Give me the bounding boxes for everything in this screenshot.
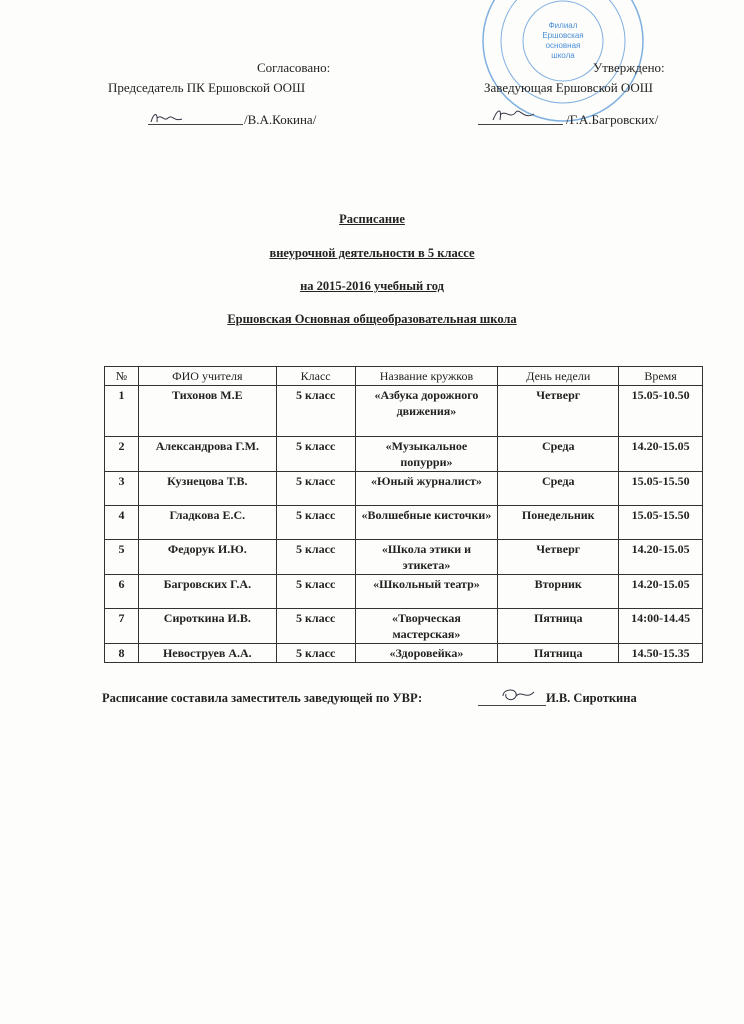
club-name: «Творческая мастерская»: [355, 609, 498, 644]
header-class: Класс: [276, 367, 355, 386]
time-range: 14.20-15.05: [619, 540, 703, 575]
row-number: 3: [105, 472, 139, 506]
approval-left-signer: /В.А.Кокина/: [244, 112, 317, 127]
day-of-week: Среда: [498, 472, 619, 506]
class-name: 5 класс: [276, 575, 355, 609]
row-number: 6: [105, 575, 139, 609]
school-name: Ершовская Основная общеобразовательная школа: [227, 312, 517, 326]
table-row: [105, 575, 703, 609]
svg-text:Ершовская: Ершовская: [542, 31, 584, 40]
doc-subtitle: внеурочной деятельности в 5 классе: [269, 246, 475, 260]
class-name: 5 класс: [276, 609, 355, 644]
class-name: 5 класс: [276, 386, 355, 437]
header-teacher: ФИО учителя: [138, 367, 276, 386]
day-of-week: Четверг: [498, 540, 619, 575]
class-name: 5 класс: [276, 437, 355, 472]
class-name: 5 класс: [276, 472, 355, 506]
table-row: [105, 437, 703, 472]
table-row: [105, 609, 703, 644]
header-day: День недели: [498, 367, 619, 386]
club-name: «Азбука дорожного движения»: [355, 386, 498, 437]
row-number: 7: [105, 609, 139, 644]
teacher-name: Александрова Г.М.: [138, 437, 276, 472]
club-name: «Волшебные кисточки»: [355, 506, 498, 540]
time-range: 14.20-15.05: [619, 575, 703, 609]
time-range: 15.05-15.50: [619, 506, 703, 540]
time-range: 15.05-10.50: [619, 386, 703, 437]
table-row: [105, 472, 703, 506]
approval-right-signer: /Г.А.Багровских/: [566, 112, 659, 127]
signature-line-right: [478, 124, 563, 125]
doc-title: Расписание: [339, 212, 405, 226]
day-of-week: Вторник: [498, 575, 619, 609]
signature-right: [490, 106, 540, 124]
class-name: 5 класс: [276, 540, 355, 575]
teacher-name: Невоструев А.А.: [138, 644, 276, 663]
row-number: 2: [105, 437, 139, 472]
schedule-table: [104, 366, 703, 663]
teacher-name: Тихонов М.Е: [138, 386, 276, 437]
header-number: №: [105, 367, 139, 386]
table-row: [105, 386, 703, 437]
signature-line-footer: [478, 705, 546, 706]
row-number: 5: [105, 540, 139, 575]
club-name: «Школьный театр»: [355, 575, 498, 609]
table-row: [105, 644, 703, 663]
teacher-name: Сироткина И.В.: [138, 609, 276, 644]
header-club: Название кружков: [355, 367, 498, 386]
table-row: [105, 506, 703, 540]
teacher-name: Кузнецова Т.В.: [138, 472, 276, 506]
teacher-name: Гладкова Е.С.: [138, 506, 276, 540]
club-name: «Юный журналист»: [355, 472, 498, 506]
footer-signer: И.В. Сироткина: [546, 691, 637, 705]
row-number: 1: [105, 386, 139, 437]
doc-year: на 2015-2016 учебный год: [300, 279, 444, 293]
row-number: 4: [105, 506, 139, 540]
signature-footer: [498, 686, 538, 704]
header-time: Время: [619, 367, 703, 386]
svg-text:основная: основная: [545, 41, 581, 50]
teacher-name: Федорук И.Ю.: [138, 540, 276, 575]
approval-left-label: Согласовано:: [257, 60, 331, 75]
day-of-week: Пятница: [498, 644, 619, 663]
signature-left: [148, 110, 188, 126]
time-range: 14.50-15.35: [619, 644, 703, 663]
day-of-week: Четверг: [498, 386, 619, 437]
table-row: [105, 540, 703, 575]
approval-right-position: Заведующая Ершовской ООШ: [484, 80, 653, 95]
table-header-row: [105, 367, 703, 386]
svg-text:школа: школа: [551, 51, 575, 60]
svg-text:Филиал: Филиал: [548, 21, 578, 30]
class-name: 5 класс: [276, 644, 355, 663]
day-of-week: Пятница: [498, 609, 619, 644]
row-number: 8: [105, 644, 139, 663]
club-name: «Здоровейка»: [355, 644, 498, 663]
teacher-name: Багровских Г.А.: [138, 575, 276, 609]
approval-right-label: Утверждено:: [593, 60, 665, 75]
club-name: «Музыкальное попурри»: [355, 437, 498, 472]
day-of-week: Понедельник: [498, 506, 619, 540]
time-range: 15.05-15.50: [619, 472, 703, 506]
class-name: 5 класс: [276, 506, 355, 540]
time-range: 14:00-14.45: [619, 609, 703, 644]
day-of-week: Среда: [498, 437, 619, 472]
time-range: 14.20-15.05: [619, 437, 703, 472]
club-name: «Школа этики и этикета»: [355, 540, 498, 575]
footer-text: Расписание составила заместитель заведующей по УВР:: [102, 691, 423, 705]
approval-left-position: Председатель ПК Ершовской ООШ: [108, 80, 306, 95]
